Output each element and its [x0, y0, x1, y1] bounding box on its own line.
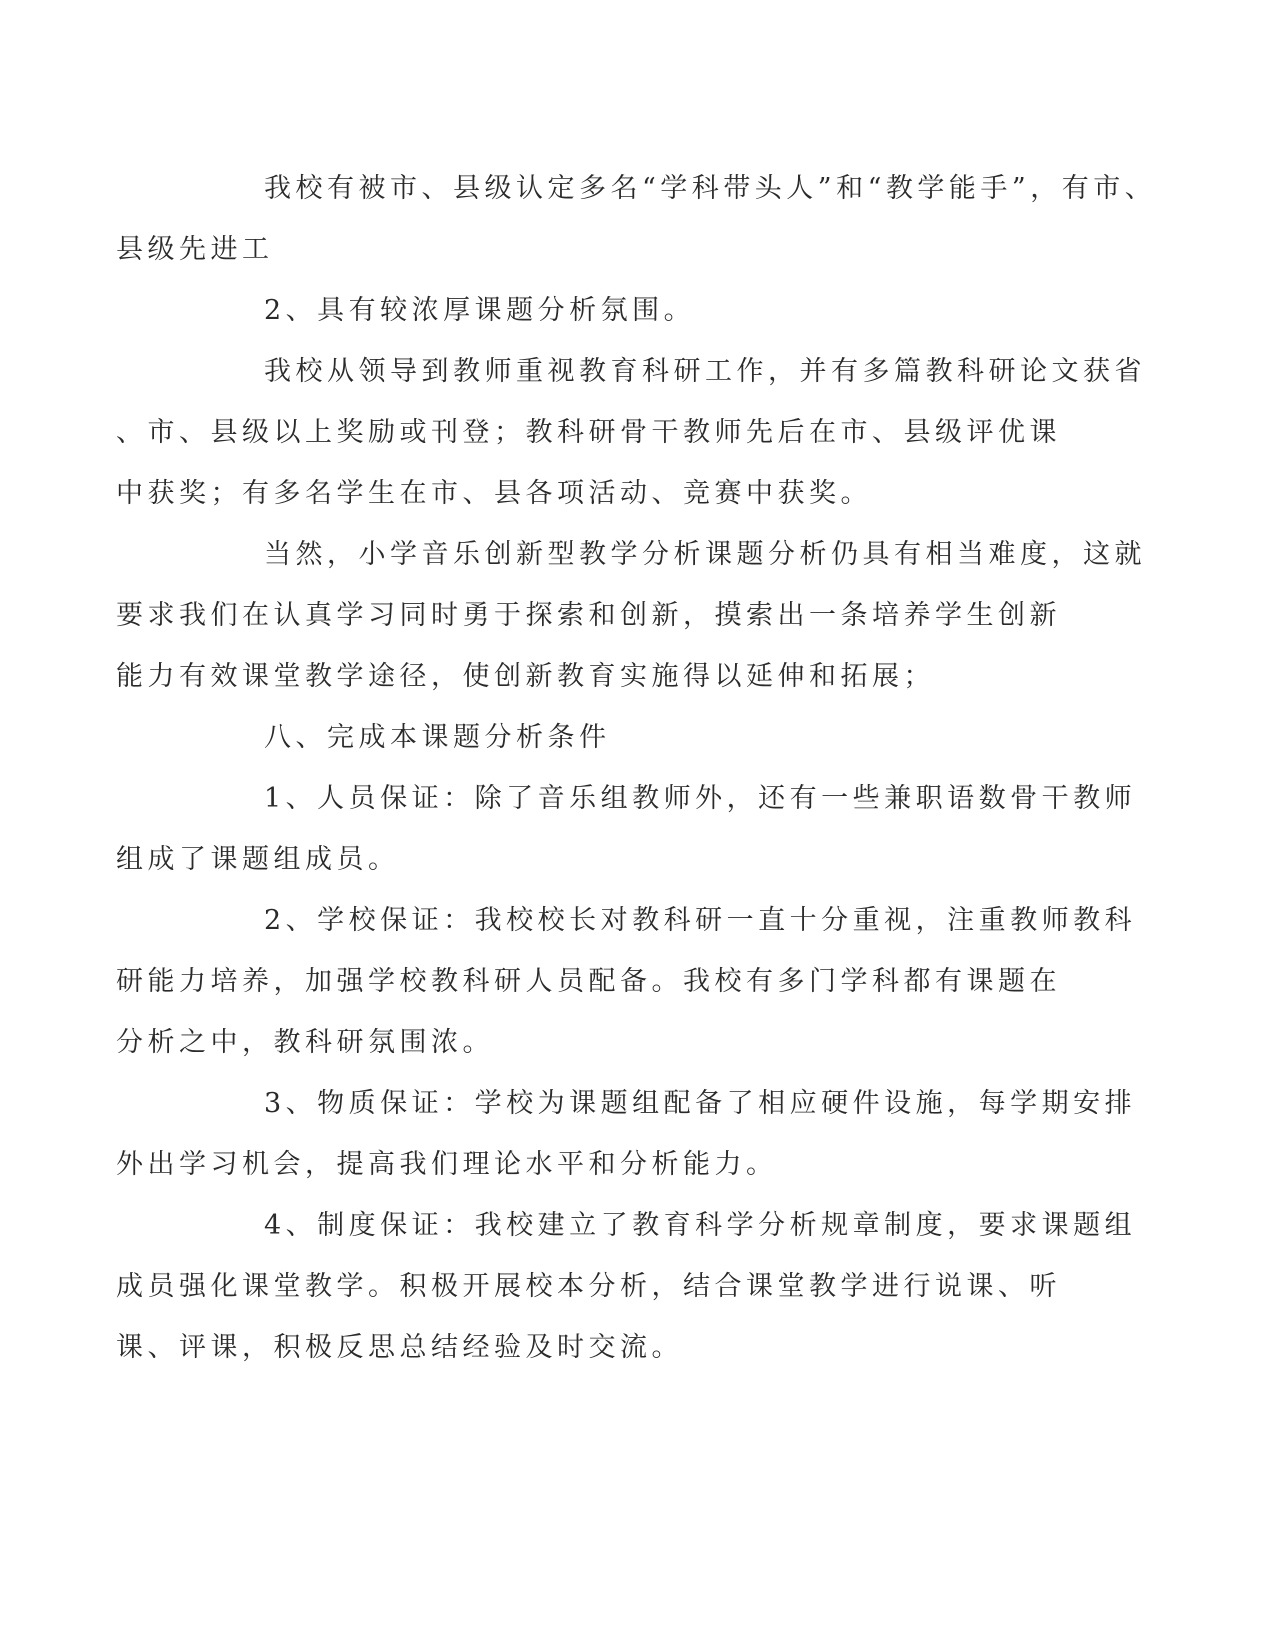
paragraph — [116, 1195, 1137, 1378]
text-line: 课、评课，积极反思总结经验及时交流。 — [116, 1332, 683, 1363]
text-line: 研能力培养，加强学校教科研人员配备。我校有多门学科都有课题在 — [116, 966, 1061, 997]
text-line: 我校有被市、县级认定多名“学科带头人”和“教学能手”，有市、 — [264, 173, 1157, 204]
paragraph — [116, 1073, 1137, 1195]
text-line: 我校从领导到教师重视教育科研工作，并有多篇教科研论文获省 — [264, 356, 1146, 387]
paragraph — [116, 768, 1137, 890]
text-line: 分析之中，教科研氛围浓。 — [116, 1027, 494, 1058]
text-line: 成员强化课堂教学。积极开展校本分析，结合课堂教学进行说课、听 — [116, 1271, 1061, 1302]
text-line: 能力有效课堂教学途径，使创新教育实施得以延伸和拓展； — [116, 661, 935, 692]
document-body — [116, 158, 1157, 1378]
text-line: 中获奖；有多名学生在市、县各项活动、竞赛中获奖。 — [116, 478, 872, 509]
text-line: 4、制度保证：我校建立了教育科学分析规章制度，要求课题组 — [264, 1210, 1137, 1241]
text-line: 县级先进工 — [116, 234, 274, 265]
text-line: 3、物质保证：学校为课题组配备了相应硬件设施，每学期安排 — [264, 1088, 1137, 1119]
paragraph — [116, 158, 1157, 280]
text-line: 2、具有较浓厚课题分析氛围。 — [264, 295, 696, 326]
text-line: 八、完成本课题分析条件 — [264, 722, 611, 753]
text-line: 组成了课题组成员。 — [116, 844, 400, 875]
text-line: 1、人员保证：除了音乐组教师外，还有一些兼职语数骨干教师 — [264, 783, 1137, 814]
text-line: 要求我们在认真学习同时勇于探索和创新，摸索出一条培养学生创新 — [116, 600, 1061, 631]
paragraph — [116, 341, 1146, 524]
text-line: 2、学校保证：我校校长对教科研一直十分重视，注重教师教科 — [264, 905, 1137, 936]
paragraph — [190, 280, 1080, 341]
paragraph — [116, 890, 1137, 1073]
section-heading — [190, 707, 1080, 768]
text-line: 外出学习机会，提高我们理论水平和分析能力。 — [116, 1149, 778, 1180]
text-line: 当然，小学音乐创新型教学分析课题分析仍具有相当难度，这就 — [264, 539, 1146, 570]
paragraph — [116, 524, 1146, 707]
text-line: 、市、县级以上奖励或刊登；教科研骨干教师先后在市、县级评优课 — [116, 417, 1061, 448]
